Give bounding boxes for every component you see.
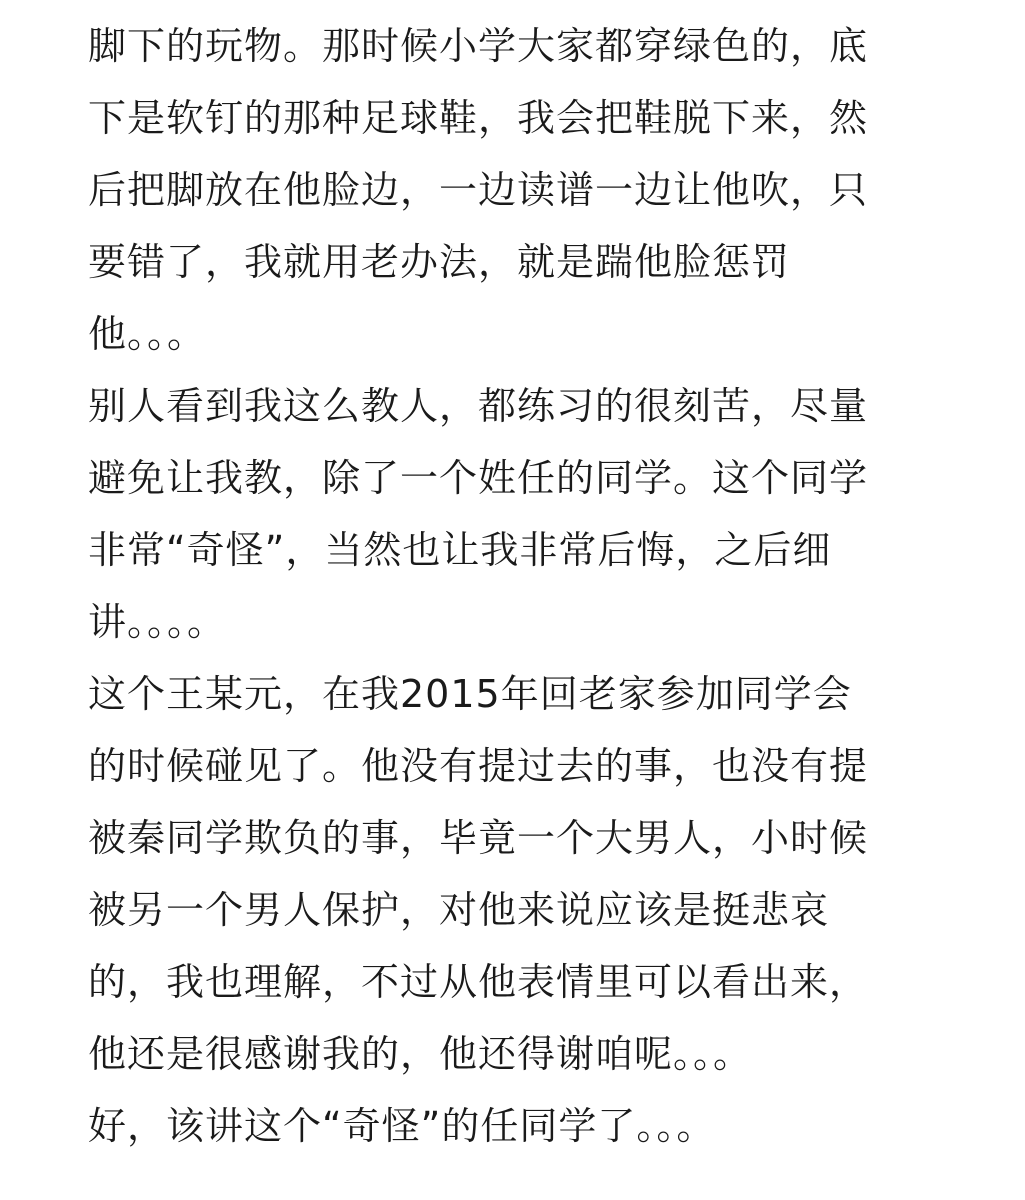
text-line: 他还是很感谢我的，他还得谢咱呢。。。 xyxy=(88,1032,753,1076)
text-line: 后把脚放在他脸边，一边读谱一边让他吹，只 xyxy=(88,168,869,212)
text-line: 被秦同学欺负的事，毕竟一个大男人，小时候 xyxy=(88,816,869,860)
text-line: 要错了，我就用老办法，就是踹他脸惩罚 xyxy=(88,240,791,284)
text-line: 他。。。 xyxy=(88,312,207,356)
text-line: 好，该讲这个“奇怪”的任同学了。。。 xyxy=(88,1104,716,1148)
article-body xyxy=(88,10,948,1162)
text-line: 的时候碰见了。他没有提过去的事，也没有提 xyxy=(88,744,869,788)
text-line: 被另一个男人保护，对他来说应该是挺悲哀 xyxy=(88,888,830,932)
text-line: 这个王某元，在我2015年回老家参加同学会 xyxy=(88,672,852,716)
text-line: 非常“奇怪”，当然也让我非常后悔，之后细 xyxy=(88,528,832,572)
text-line: 讲。。。。 xyxy=(88,600,227,644)
text-line: 脚下的玩物。那时候小学大家都穿绿色的，底 xyxy=(88,24,869,68)
text-line: 避免让我教，除了一个姓任的同学。这个同学 xyxy=(88,456,869,500)
text-line: 别人看到我这么教人，都练习的很刻苦，尽量 xyxy=(88,384,869,428)
text-line: 的，我也理解，不过从他表情里可以看出来， xyxy=(88,960,869,1004)
text-line: 下是软钉的那种足球鞋，我会把鞋脱下来，然 xyxy=(88,96,869,140)
